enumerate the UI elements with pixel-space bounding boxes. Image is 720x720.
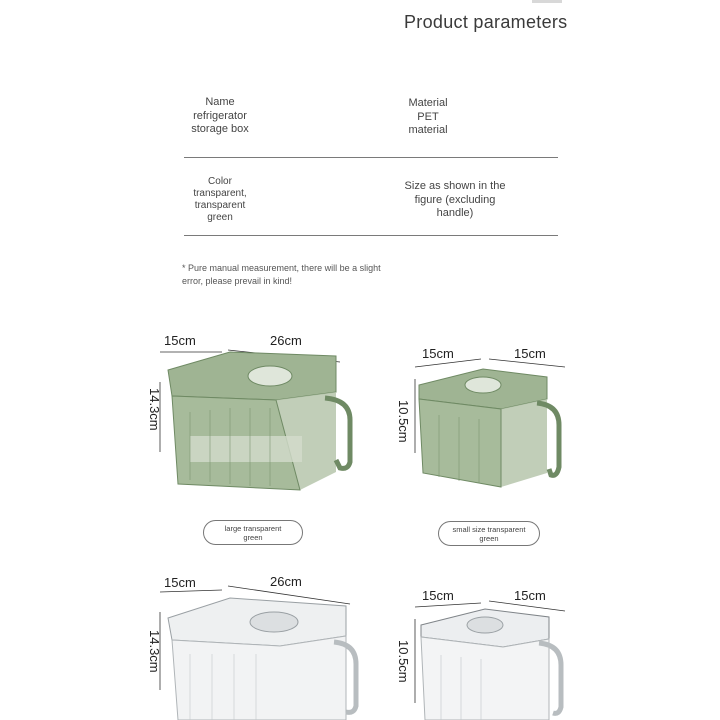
dimension-height: 14.3cm [147, 388, 162, 431]
variant-label: large transparent green [203, 520, 303, 545]
spec-material: Material PET material [408, 97, 448, 136]
dimension-depth: 15cm [164, 575, 196, 590]
dimension-length: 15cm [514, 588, 546, 603]
spec-size: Size as shown in the figure (excluding handle) [404, 180, 506, 219]
variant-label: small size transparent green [438, 521, 540, 546]
dimension-depth: 15cm [164, 333, 196, 348]
top-decor-line [532, 0, 562, 3]
table-divider [184, 157, 558, 158]
small-green-box-image [405, 355, 575, 490]
measurement-note: * Pure manual measurement, there will be a slight error, please prevail in kind! [182, 263, 381, 286]
dimension-length: 26cm [270, 574, 302, 589]
spec-name: Name refrigerator storage box [191, 96, 249, 135]
table-divider [184, 235, 558, 236]
dimension-length: 26cm [270, 333, 302, 348]
small-clear-box-image [405, 597, 575, 720]
dimension-length: 15cm [514, 346, 546, 361]
dimension-height: 14.3cm [147, 630, 162, 673]
large-green-box-image [150, 340, 370, 500]
dimension-height: 10.5cm [396, 640, 411, 683]
large-clear-box-image [150, 582, 370, 720]
dimension-height: 10.5cm [396, 400, 411, 443]
page-title: Product parameters [404, 12, 568, 32]
dimension-depth: 15cm [422, 346, 454, 361]
spec-color: Color transparent, transparent green [193, 176, 247, 223]
dimension-depth: 15cm [422, 588, 454, 603]
